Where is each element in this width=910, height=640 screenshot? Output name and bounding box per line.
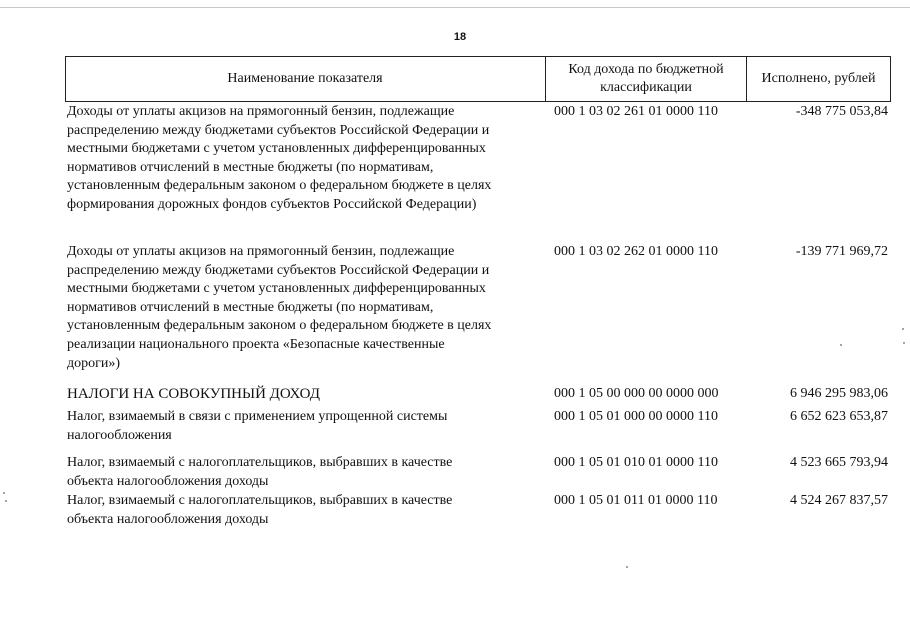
- scan-speck: [3, 492, 5, 494]
- row-code: 000 1 05 01 011 01 0000 110: [554, 493, 718, 508]
- top-edge-line: [0, 7, 910, 8]
- row-name: Доходы от уплаты акцизов на прямогонный бензин, подлежащие распределению между бюджетами субъектов Российской Федерации и местными бюджетами с учетом установленных дифференцированных нормативов отчислений в местные бюджеты (по нормативам, установленным федеральным законом о федеральном бюджете в целях формирования дорожных фондов субъектов Российской Федерации): [67, 104, 492, 212]
- table-header: [65, 56, 891, 102]
- header-name: Наименование показателя: [227, 71, 383, 86]
- scan-speck: [840, 344, 842, 346]
- header-code-label: Код дохода по бюджетной классификации: [568, 62, 724, 95]
- scan-speck: [903, 342, 905, 344]
- page-number: 18: [453, 31, 467, 43]
- row-code: 000 1 03 02 261 01 0000 110: [554, 104, 718, 119]
- row-code: 000 1 05 01 010 01 0000 110: [554, 455, 718, 470]
- row-amount: 6 946 295 983,06: [790, 386, 888, 401]
- row-amount: -139 771 969,72: [795, 244, 888, 259]
- row-code: 000 1 05 01 000 00 0000 110: [554, 409, 718, 424]
- row-code: 000 1 05 00 000 00 0000 000: [554, 386, 719, 401]
- scan-speck: [902, 328, 904, 330]
- scan-speck: [5, 500, 7, 502]
- row-name: НАЛОГИ НА СОВОКУПНЫЙ ДОХОД: [67, 386, 320, 402]
- header-amount: Исполнено, рублей: [761, 71, 876, 86]
- row-name: Доходы от уплаты акцизов на прямогонный бензин, подлежащие распределению между бюджетами субъектов Российской Федерации и местными бюджетами с учетом установленных дифференцированных нормативов отчислений в местные бюджеты (по нормативам, установленным федеральным законом о федеральном бюджете в целях реализации национального проекта «Безопасные качественные дороги»): [67, 244, 492, 371]
- row-name: Налог, взимаемый с налогоплательщиков, выбравших в качестве объекта налогообложения доходы: [67, 455, 453, 489]
- scan-speck: [626, 566, 628, 568]
- header-code: [545, 57, 747, 101]
- row-amount: 4 524 267 837,57: [790, 493, 888, 508]
- row-code: 000 1 03 02 262 01 0000 110: [554, 244, 718, 259]
- row-amount: 6 652 623 653,87: [790, 409, 888, 424]
- row-amount: 4 523 665 793,94: [790, 455, 888, 470]
- row-name: Налог, взимаемый с налогоплательщиков, выбравших в качестве объекта налогообложения доходы: [67, 493, 453, 527]
- row-name: Налог, взимаемый в связи с применением упрощенной системы налогообложения: [67, 409, 448, 443]
- row-amount: -348 775 053,84: [795, 104, 888, 119]
